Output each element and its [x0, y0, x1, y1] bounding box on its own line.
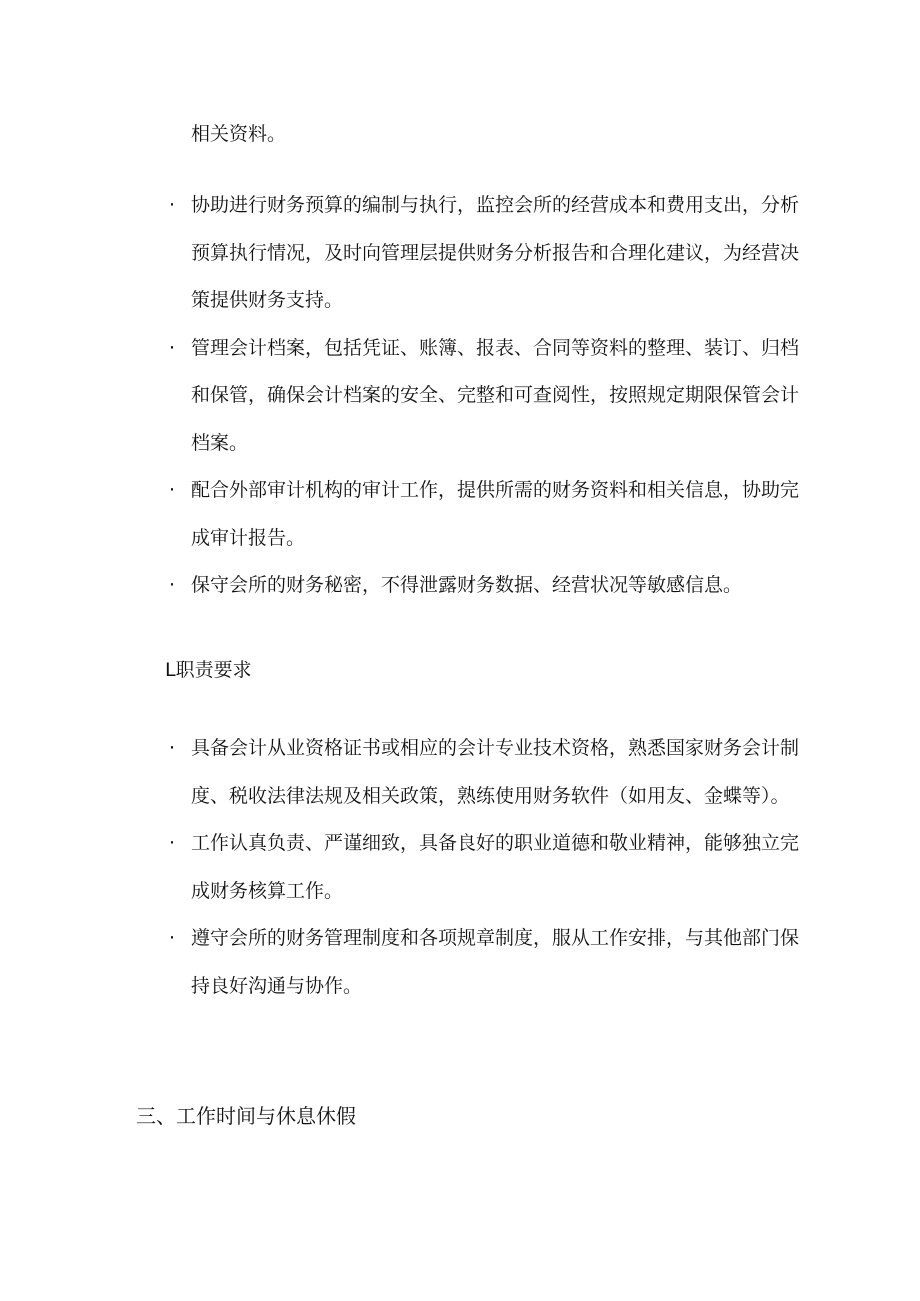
list-item — [165, 725, 805, 820]
bullet-mark: · — [169, 194, 176, 216]
list-item — [165, 562, 805, 610]
list-item-text: 保守会所的财务秘密，不得泄露财务数据、经营状况等敏感信息。 — [191, 574, 743, 596]
list-item — [165, 182, 805, 325]
list-item-text: 协助进行财务预算的编制与执行，监控会所的经营成本和费用支出，分析预算执行情况，及时向管理层提供财务分析报告和合理化建议，为经营决策提供财务支持。 — [191, 194, 800, 311]
list-item — [165, 467, 805, 562]
list-item-text: 配合外部审计机构的审计工作，提供所需的财务资料和相关信息，协助完成审计报告。 — [191, 479, 800, 549]
list-item-text: 遵守会所的财务管理制度和各项规章制度，服从工作安排，与其他部门保持良好沟通与协作。 — [191, 927, 800, 997]
list-item — [165, 325, 805, 468]
requirements-list — [165, 725, 805, 1010]
bullet-mark: · — [169, 737, 176, 759]
list-item-text: 管理会计档案，包括凭证、账簿、报表、合同等资料的整理、装订、归档和保管，确保会计档案的安全、完整和可查阅性，按照规定期限保管会计档案。 — [191, 336, 800, 454]
list-item — [165, 820, 805, 915]
list-item — [165, 915, 805, 1010]
bullet-mark: · — [169, 574, 176, 596]
section-heading: 三、工作时间与休息休假 — [136, 1104, 356, 1128]
list-item-text: 工作认真负责、严谨细致，具备良好的职业道德和敬业精神，能够独立完成财务核算工作。 — [191, 832, 800, 902]
bullet-mark: · — [169, 927, 176, 949]
bullet-mark: · — [169, 832, 176, 854]
continuation-text: 相关资料。 — [191, 123, 287, 145]
bullet-mark: · — [169, 479, 176, 501]
duties-list — [165, 182, 805, 610]
bullet-mark: · — [169, 336, 176, 359]
list-item-text: 具备会计从业资格证书或相应的会计专业技术资格，熟悉国家财务会计制度、税收法律法规及相关政策，熟练使用财务软件（如用友、金蝶等）。 — [191, 737, 800, 807]
requirements-heading: L职责要求 — [165, 659, 252, 681]
